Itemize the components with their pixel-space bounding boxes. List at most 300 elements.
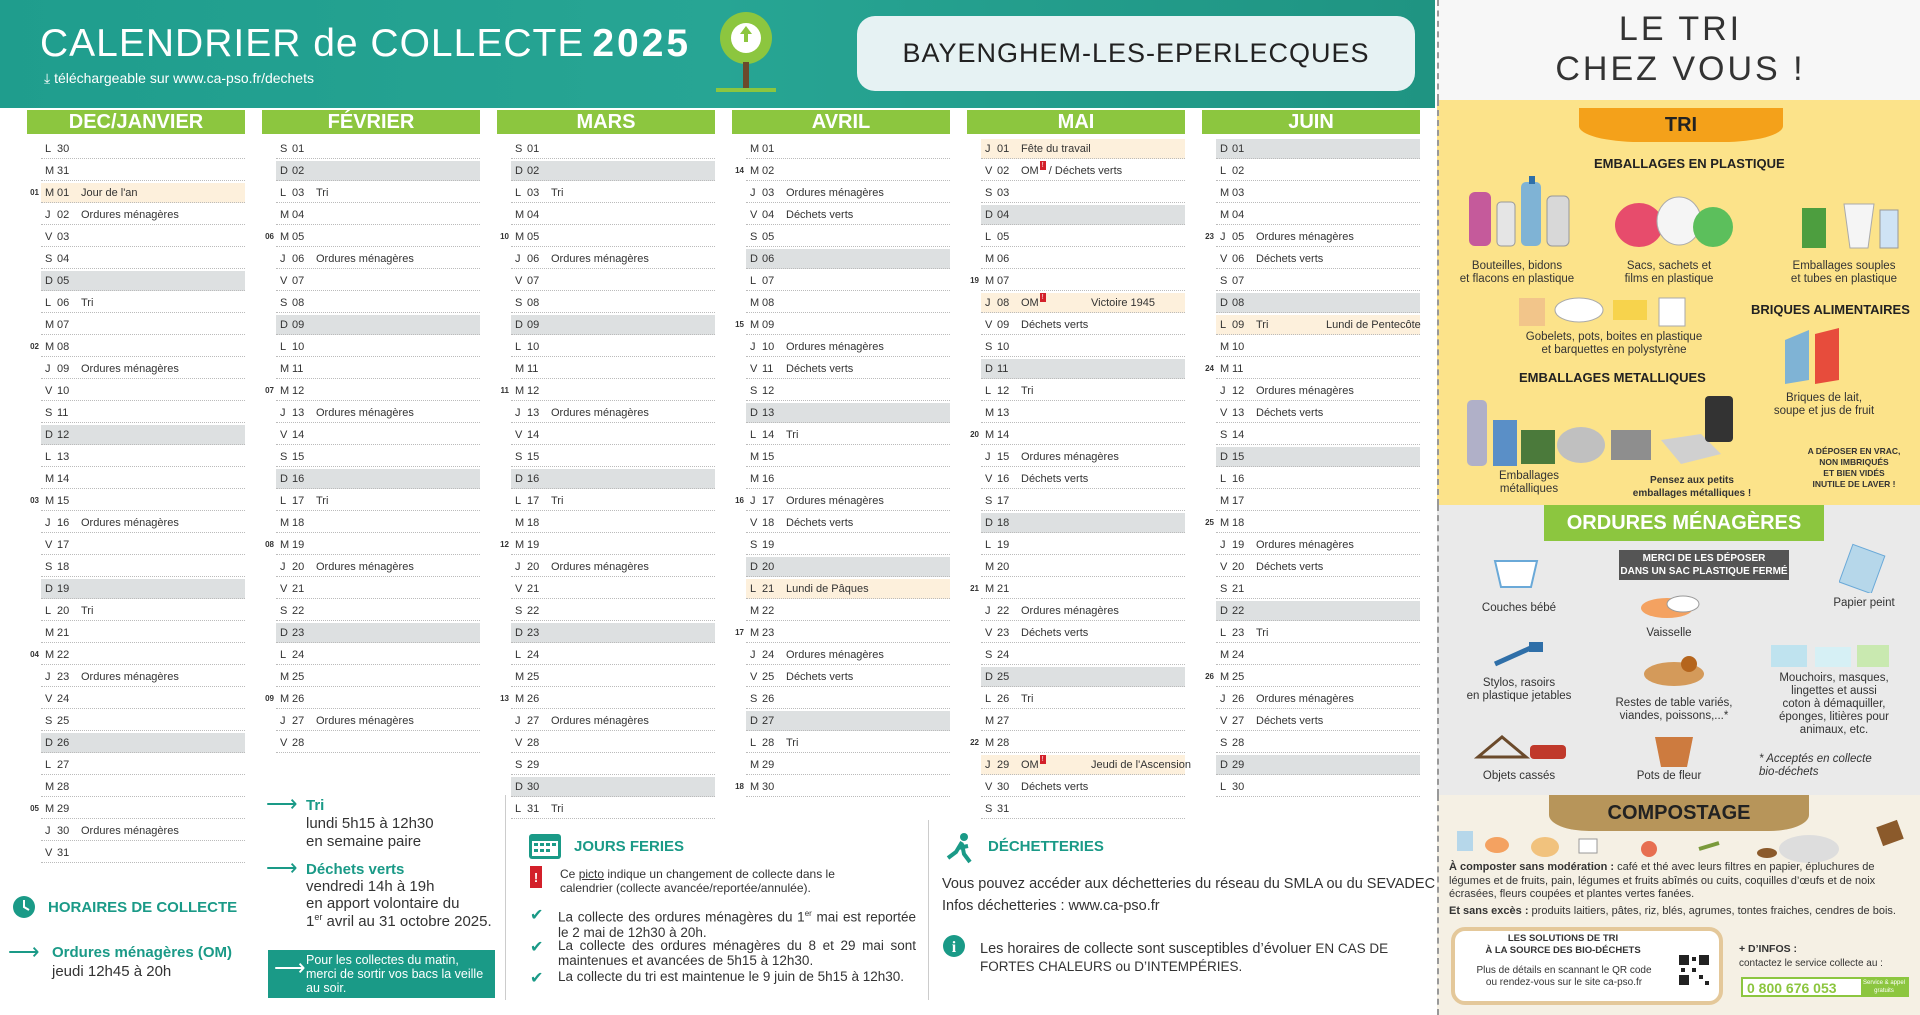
day-row [1216,271,1420,291]
day-row [41,733,245,753]
day-row [1216,579,1420,599]
briques-heading: BRIQUES ALIMENTAIRES [1751,302,1910,317]
horaires-title: HORAIRES DE COLLECTE [48,899,238,916]
day-number: 18 [1232,517,1245,529]
day-number: 21 [292,583,305,595]
day-number: 05 [57,275,70,287]
day-number: 12 [762,385,775,397]
day-number: 15 [57,495,70,507]
day-number: 28 [57,781,70,793]
day-row [1216,161,1420,181]
day-row [41,205,245,225]
collection-event: Tri [1256,319,1269,331]
weekday-letter: L [280,649,287,661]
day-number: 29 [1232,759,1245,771]
collection-event: Ordures ménagères [1256,231,1354,243]
day-row [746,249,950,269]
weekday-letter: L [985,385,992,397]
day-number: 19 [997,539,1010,551]
day-number: 23 [762,627,775,639]
weekday-letter: V [985,319,993,331]
week-number: 10 [500,232,509,241]
day-number: 26 [1232,693,1245,705]
day-number: 17 [997,495,1010,507]
day-row [41,601,245,621]
day-row [511,623,715,643]
day-number: 07 [762,275,775,287]
weekday-letter: M [45,781,55,793]
qr-code-icon[interactable] [1677,953,1711,987]
day-number: 14 [1232,429,1245,441]
day-number: 25 [292,671,305,683]
day-row [746,535,950,555]
weekday-letter: S [45,561,53,573]
weekday-letter: L [45,143,52,155]
weekday-letter: M [45,495,55,507]
weekday-letter: M [750,297,760,309]
collection-event: Ordures ménagères [81,517,179,529]
weekday-letter: L [515,649,522,661]
weekday-letter: M [515,209,525,221]
day-number: 08 [57,341,70,353]
day-row [735,491,950,511]
day-row [41,403,245,423]
day-row [511,183,715,203]
day-row [511,799,715,819]
day-row [1216,249,1420,269]
day-number: 12 [1232,385,1245,397]
info-label: + D’INFOS : [1739,943,1798,955]
day-number: 06 [1232,253,1245,265]
om-label: Ordures ménagères (OM) [52,944,233,961]
day-row [746,271,950,291]
solutions-text: Plus de détails en scannant le QR code ou rendez-vous sur le site ca-pso.fr [1476,965,1652,988]
leftovers-icon [1639,650,1709,690]
day-number: 27 [1232,715,1245,727]
vrac-note: A DÉPOSER EN VRAC, NON IMBRIQUÉS ET BIEN VIDÉS INUTILE DE LAVER ! [1807,446,1901,489]
weekday-letter: M [1220,187,1230,199]
info-icon [942,934,966,961]
day-number: 14 [762,429,775,441]
collection-event: Déchets verts [1256,561,1324,573]
divider [505,795,506,1000]
day-row [970,425,1185,445]
weekday-letter: D [280,319,288,331]
weekday-letter: L [1220,473,1227,485]
day-number: 24 [57,693,70,705]
wallpaper-label: Papier peint [1833,597,1895,609]
download-icon: ⤓ [44,70,55,86]
day-row [276,447,480,467]
day-number: 03 [997,187,1010,199]
morning-note: ⟶ Pour les collectes du matin, merci de sortir vos bacs la veille au soir. [268,950,495,998]
weekday-letter: M [515,363,525,375]
weekday-letter: L [45,759,52,771]
day-row [41,469,245,489]
day-row [981,645,1185,665]
week-number: 02 [30,342,39,351]
week-number: 20 [970,430,979,439]
weekday-letter: M [985,407,995,419]
day-row [735,777,950,797]
town-name: BAYENGHEM-LES-EPERLECQUES [857,16,1415,91]
day-number: 21 [1232,583,1245,595]
day-number: 17 [292,495,305,507]
day-number: 16 [1232,473,1245,485]
weekday-letter: V [45,847,53,859]
day-number: 23 [997,627,1010,639]
day-number: 16 [762,473,775,485]
day-number: 16 [527,473,540,485]
collection-event: Tri [551,495,564,507]
weekday-letter: V [1220,561,1228,573]
day-row [1216,777,1420,797]
day-row [1205,667,1420,687]
collection-event: Ordures ménagères [1256,539,1354,551]
day-number: 22 [1232,605,1245,617]
day-row [511,403,715,423]
week-number: 13 [500,694,509,703]
weekday-letter: S [1220,737,1228,749]
collection-event: Ordures ménagères [81,671,179,683]
weekday-letter: M [750,473,760,485]
metal-icon [1461,390,1741,475]
day-number: 17 [1232,495,1245,507]
ferie-3: La collecte du tri est maintenue le 9 juin de 5h15 à 12h30. [558,969,904,984]
download-link[interactable]: ⤓ téléchargeable sur www.ca-pso.fr/dechets [44,70,314,86]
collection-event: Ordures ménagères [551,253,649,265]
day-number: 11 [762,363,774,375]
weekday-letter: L [985,539,992,551]
day-number: 03 [762,187,775,199]
weekday-letter: J [45,363,51,375]
day-row [746,227,950,247]
weekday-letter: V [45,693,53,705]
day-number: 30 [527,781,540,793]
day-number: 28 [762,737,775,749]
small-metal-note: Pensez aux petits emballages métalliques ! [1632,475,1752,499]
day-number: 22 [527,605,540,617]
bags-icon [1609,185,1739,255]
check-icon: ✔ [530,970,544,987]
day-row [511,491,715,511]
weekday-letter: M [985,561,995,573]
day-row [41,777,245,797]
day-number: 30 [1232,781,1245,793]
day-number: 23 [527,627,540,639]
collection-event: Ordures ménagères [316,253,414,265]
day-row [500,227,715,247]
day-number: 04 [57,253,70,265]
collection-event: Tri [551,803,564,815]
weekday-letter: M [515,539,525,551]
weekday-letter: D [515,627,523,639]
collection-event: Ordures ménagères [786,187,884,199]
day-number: 28 [527,737,540,749]
weekday-letter: J [750,495,756,507]
bags-label: Sacs, sachets et films en plastique [1624,260,1714,285]
day-row [276,205,480,225]
day-row [1216,315,1420,335]
month-header: JUIN [1202,110,1420,134]
collection-event: Tri [316,495,329,507]
day-row [1216,205,1420,225]
weekday-letter: M [45,803,55,815]
divider [928,820,929,1000]
compost-text-2: Et sans excès : produits laitiers, pâtes, riz, blés, agrumes, tontes fraiches, cendres de bois. [1449,905,1896,917]
day-row [511,755,715,775]
day-row [276,161,480,181]
change-picto-icon: ! [1040,293,1046,302]
tubes-label: Emballages souples et tubes en plastique [1790,260,1898,285]
svg-text:i: i [951,939,957,956]
header-banner [0,0,1435,108]
collection-event: Ordures ménagères [551,407,649,419]
day-number: 02 [997,165,1010,177]
day-row [1216,645,1420,665]
weekday-letter: M [515,385,525,397]
dv-period: 1er avril au 31 octobre 2025. [306,912,492,930]
day-row [981,711,1185,731]
day-row [511,249,715,269]
weekday-letter: V [45,385,53,397]
day-number: 14 [997,429,1010,441]
day-number: 30 [57,143,70,155]
day-row [746,293,950,313]
phone-box[interactable] [1741,977,1909,997]
weekday-letter: J [515,253,521,265]
weekday-letter: S [1220,275,1228,287]
day-number: 25 [1232,671,1245,683]
day-number: 31 [57,165,70,177]
day-number: 08 [527,297,540,309]
day-number: 18 [997,517,1010,529]
month-header: FÉVRIER [262,110,480,134]
day-row [500,689,715,709]
weekday-letter: D [280,473,288,485]
day-number: 01 [997,143,1010,155]
decheteries-info: Vous pouvez accéder aux déchetteries du réseau du SMLA ou du SEVADEC [942,876,1436,892]
day-row [276,623,480,643]
weekday-letter: J [515,715,521,727]
day-row [981,359,1185,379]
weekday-letter: J [985,759,991,771]
day-row [746,139,950,159]
day-number: 27 [57,759,70,771]
day-number: 01 [57,187,70,199]
weekday-letter: M [45,341,55,353]
day-row [511,271,715,291]
weekday-letter: J [515,561,521,573]
weekday-letter: M [1220,495,1230,507]
collection-event: Ordures ménagères [81,825,179,837]
weekday-letter: D [515,165,523,177]
day-row [1216,469,1420,489]
day-number: 25 [527,671,540,683]
weekday-letter: L [45,297,52,309]
day-row [276,645,480,665]
weekday-letter: M [515,231,525,243]
day-row [1216,337,1420,357]
dv-time: vendredi 14h à 19h [306,878,435,895]
weekday-letter: M [750,451,760,463]
collection-event: OM ! [1021,755,1046,775]
week-number: 14 [735,166,744,175]
weekday-letter: D [45,737,53,749]
day-number: 11 [997,363,1009,375]
weekday-letter: J [280,561,286,573]
week-number: 25 [1205,518,1214,527]
collection-event: OM ! / Déchets verts [1021,162,1123,177]
day-number: 20 [1232,561,1245,573]
weekday-letter: J [515,407,521,419]
month-header: MARS [497,110,715,134]
day-number: 14 [292,429,305,441]
weekday-letter: M [1220,517,1230,529]
day-row [970,579,1185,599]
day-row [981,161,1185,181]
day-number: 16 [292,473,305,485]
weekday-letter: J [985,605,991,617]
day-row [746,381,950,401]
weather-warning: Les horaires de collecte sont susceptibles d’évoluer EN CAS DE FORTES CHALEURS ou D’INTEMPÉRIES. [980,941,1389,974]
day-number: 31 [527,803,540,815]
weekday-letter: D [1220,605,1228,617]
day-row [746,403,950,423]
day-number: 02 [527,165,540,177]
week-number: 05 [30,804,39,813]
weekday-letter: V [750,517,758,529]
weekday-letter: M [280,539,290,551]
dishes-label: Vaisselle [1646,627,1692,639]
collection-event: Ordures ménagères [316,715,414,727]
weekday-letter: L [45,451,52,463]
weekday-letter: J [1220,385,1226,397]
weekday-letter: S [45,407,53,419]
weekday-letter: M [45,473,55,485]
weekday-letter: S [45,253,53,265]
metal-heading: EMBALLAGES METALLIQUES [1519,370,1706,385]
day-number: 26 [57,737,70,749]
day-row [265,381,480,401]
weekday-letter: V [1220,407,1228,419]
day-row [746,733,950,753]
day-number: 15 [527,451,540,463]
day-row [981,689,1185,709]
day-number: 12 [997,385,1010,397]
day-number: 29 [57,803,70,815]
arrow-icon: ⟶ [266,791,298,816]
day-number: 03 [292,187,305,199]
collection-event: Ordures ménagères [786,341,884,353]
weekday-letter: L [515,495,522,507]
day-number: 29 [762,759,775,771]
collection-event: Tri [1021,693,1034,705]
day-row [746,183,950,203]
decheteries-title: DÉCHETTERIES [988,838,1104,855]
day-row [1216,623,1420,643]
change-picto-icon: ! [1040,755,1046,764]
day-row [41,425,245,445]
day-number: 13 [57,451,70,463]
day-row [500,381,715,401]
weekday-letter: D [45,275,53,287]
collection-event: Ordures ménagères [81,209,179,221]
day-row [276,183,480,203]
day-number: 31 [997,803,1010,815]
weekday-letter: S [985,803,993,815]
day-row [276,601,480,621]
weekday-letter: V [45,539,53,551]
day-row [276,733,480,753]
collection-event: Fête du travail [1021,143,1091,155]
weekday-letter: D [1220,451,1228,463]
holiday-label: Victoire 1945 [1091,297,1156,309]
svg-text:!: ! [533,870,539,885]
decheteries-link[interactable]: Infos déchetteries : www.ca-pso.fr [942,898,1160,914]
day-row [276,139,480,159]
weekday-letter: S [985,649,993,661]
day-row [41,711,245,731]
collection-event: Lundi de Pâques [786,583,869,595]
wallpaper-icon [1839,543,1889,593]
weekday-letter: D [1220,759,1228,771]
day-row [265,227,480,247]
day-number: 05 [292,231,305,243]
day-number: 28 [997,737,1010,749]
day-number: 27 [292,715,305,727]
compost-text-1: À composter sans modération : café et thé avec leurs filtres en papier, épluchures de légumes et de fruits, pain, légumes et fruits abîmés ou cuits, coquilles d’œufs et de noix écrasées, fleurs coupées et plantes vertes fanées. [1449,861,1876,900]
day-number: 06 [57,297,70,309]
day-row [981,381,1185,401]
day-row [276,403,480,423]
day-number: 11 [1232,363,1244,375]
weekday-letter: M [280,363,290,375]
day-row [1216,293,1420,313]
day-number: 15 [997,451,1010,463]
day-number: 01 [292,143,305,155]
day-row [1216,601,1420,621]
day-number: 13 [762,407,775,419]
pots-icon [1509,290,1719,330]
phone-number[interactable]: 0 800 676 053 [1747,980,1837,996]
biodechets-note: * Acceptés en collecte bio-déchets [1759,753,1872,778]
day-row [981,601,1185,621]
ferie-2: La collecte des ordures ménagères du 8 et 29 mai sont maintenues et avancées de 5h15 à 12h30. [558,938,916,968]
biodechets-box [1451,927,1723,1005]
weekday-letter: S [280,605,288,617]
solutions-title: LES SOLUTIONS DE TRI À LA SOURCE DES BIO-DÉCHETS [1485,933,1641,956]
day-row [746,755,950,775]
weekday-letter: V [45,231,53,243]
weekday-letter: S [515,297,523,309]
weekday-letter: D [280,165,288,177]
weekday-letter: D [45,583,53,595]
day-number: 12 [527,385,540,397]
day-row [1216,139,1420,159]
day-row [511,469,715,489]
day-number: 11 [57,407,69,419]
weekday-letter: D [985,671,993,683]
tri-banner: TRI [1579,108,1783,142]
broken-objects-icon [1474,727,1574,767]
weekday-letter: J [985,297,991,309]
day-number: 22 [57,649,70,661]
weekday-letter: L [45,605,52,617]
weekday-letter: M [985,253,995,265]
week-number: 03 [30,496,39,505]
day-number: 26 [292,693,305,705]
